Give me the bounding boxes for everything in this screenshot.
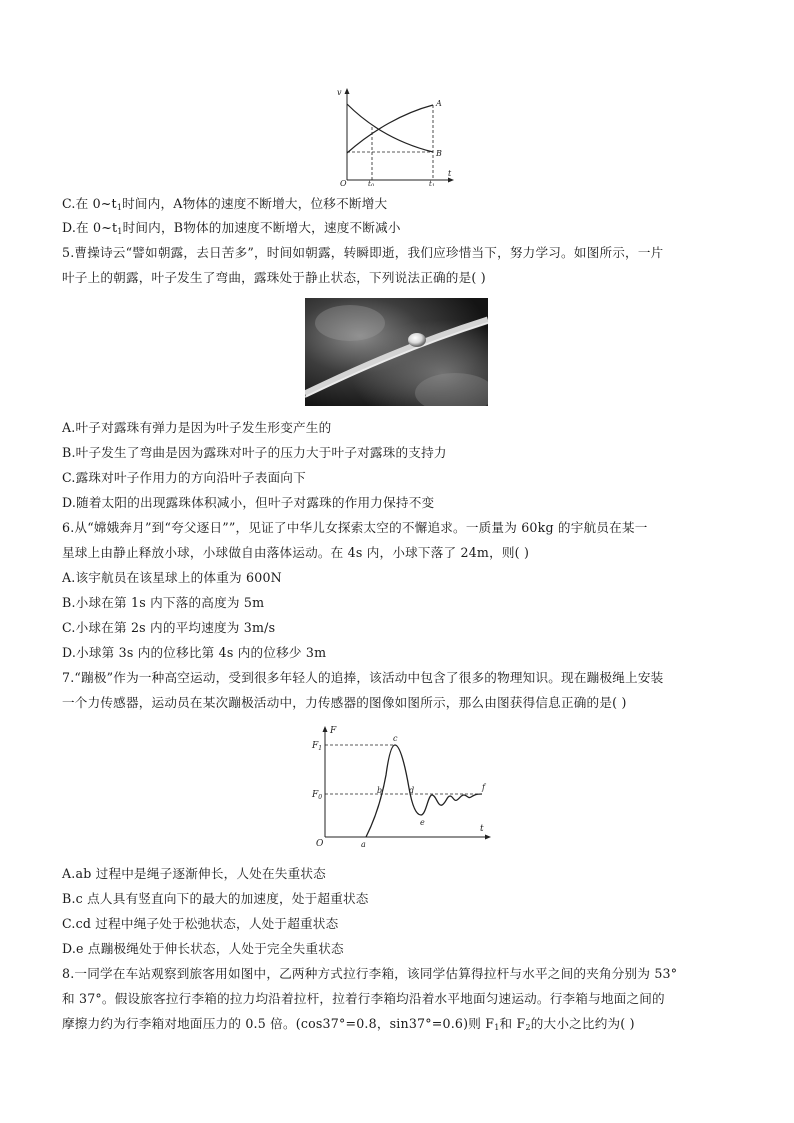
label-curve-b: B (436, 149, 442, 158)
v-axis-arrow (345, 88, 350, 94)
label-f: F (330, 726, 337, 736)
q8-stem-line3: 摩擦力约为行李箱对地面压力的 0.5 倍。(cos37°=0.8，sin37°=0.6)则 $F_1$和 $F_2$的大小之比约为( ) (62, 1016, 635, 1032)
label-t: t (448, 169, 452, 178)
label-t: t (480, 824, 484, 834)
f-axis-arrow (323, 726, 328, 732)
label-f0: $F_0$ (312, 790, 323, 801)
t-axis-arrow (485, 835, 491, 840)
q4-option-c: C.在 $0\sim t_1$时间内，A物体的速度不断增大，位移不断增大 (62, 196, 388, 212)
q5-stem-line1: 5.曹操诗云“譬如朝露，去日苦多”，时间如朝露，转瞬即逝，我们应珍惜当下，努力学习。如图所示，一片 (62, 245, 664, 260)
curve-a (347, 105, 433, 153)
q7-option-b: B.c 点人具有竖直向下的最大的加速度，处于超重状态 (62, 891, 369, 906)
curve-b (347, 104, 433, 152)
label-t1: t1 (429, 180, 436, 186)
q7-stem-line1: 7.“蹦极”作为一种高空运动，受到很多年轻人的追捧，该活动中包含了很多的物理知识。现在蹦极绳上安装 (62, 670, 664, 685)
q6-option-b: B.小球在第 1s 内下落的高度为 5m (62, 595, 265, 610)
q6-option-d: D.小球第 3s 内的位移比第 4s 内的位移少 3m (62, 645, 327, 660)
q8-stem-line1: 8.一同学在车站观察到旅客用如图中，乙两种方式拉行李箱，该同学估算得拉杆与水平之间的夹角分别为 53° (62, 966, 678, 981)
q5-option-b: B.叶子发生了弯曲是因为露珠对叶子的压力大于叶子对露珠的支持力 (62, 445, 447, 460)
q5-option-d: D.随着太阳的出现露珠体积减小，但叶子对露珠的作用力保持不变 (62, 495, 435, 510)
q4-option-d: D.在 $0\sim t_1$时间内，B物体的加速度不断增大，速度不断减小 (62, 220, 401, 236)
label-t0: t0 (368, 180, 375, 186)
q7-option-a: A.ab 过程中是绳子逐渐伸长，人处在失重状态 (62, 866, 326, 881)
point-e: e (420, 818, 425, 827)
point-a: a (361, 840, 366, 849)
q6-stem-line2: 星球上由静止释放小球，小球做自由落体运动。在 4s 内，小球下落了 24m，则( ) (62, 545, 530, 560)
point-f: f (482, 783, 485, 792)
q6-option-c: C.小球在第 2s 内的平均速度为 3m/s (62, 620, 276, 635)
label-v: v (337, 88, 342, 97)
dew-on-leaf-photo (305, 298, 488, 406)
q7-option-d: D.e 点蹦极绳处于伸长状态，人处于完全失重状态 (62, 941, 344, 956)
point-d: d (409, 786, 415, 795)
t-axis-arrow (448, 178, 454, 183)
label-origin: O (316, 839, 324, 849)
q7-option-c: C.cd 过程中绳子处于松弛状态，人处于超重状态 (62, 916, 339, 931)
q5-option-c: C.露珠对叶子作用力的方向沿叶子表面向下 (62, 470, 306, 485)
label-f1: $F_1$ (312, 741, 323, 752)
q6-option-a: A.该宇航员在该星球上的体重为 600N (62, 570, 282, 585)
q6-stem-line1: 6.从“嫦娥奔月”到“夸父逐日””，见证了中华儿女探索太空的不懈追求。一质量为 60kg 的宇航员在某一 (62, 520, 648, 535)
velocity-time-graph (333, 86, 455, 186)
q5-stem-line2: 叶子上的朝露，叶子发生了弯曲，露珠处于静止状态，下列说法正确的是( ) (62, 270, 486, 285)
point-c: c (393, 734, 398, 743)
q5-option-a: A.叶子对露珠有弹力是因为叶子发生形变产生的 (62, 420, 332, 435)
q7-stem-line2: 一个力传感器，运动员在某次蹦极活动中，力传感器的图像如图所示，那么由图获得信息正确的是( ) (62, 695, 627, 710)
label-origin: O (340, 179, 347, 186)
force-time-graph (310, 725, 492, 850)
label-curve-a: A (436, 99, 442, 108)
q8-stem-line2: 和 37°。假设旅客拉行李箱的拉力均沿着拉杆，拉着行李箱均沿着水平地面匀速运动。行李箱与地面之间的 (62, 991, 665, 1006)
point-b: b (377, 786, 383, 795)
